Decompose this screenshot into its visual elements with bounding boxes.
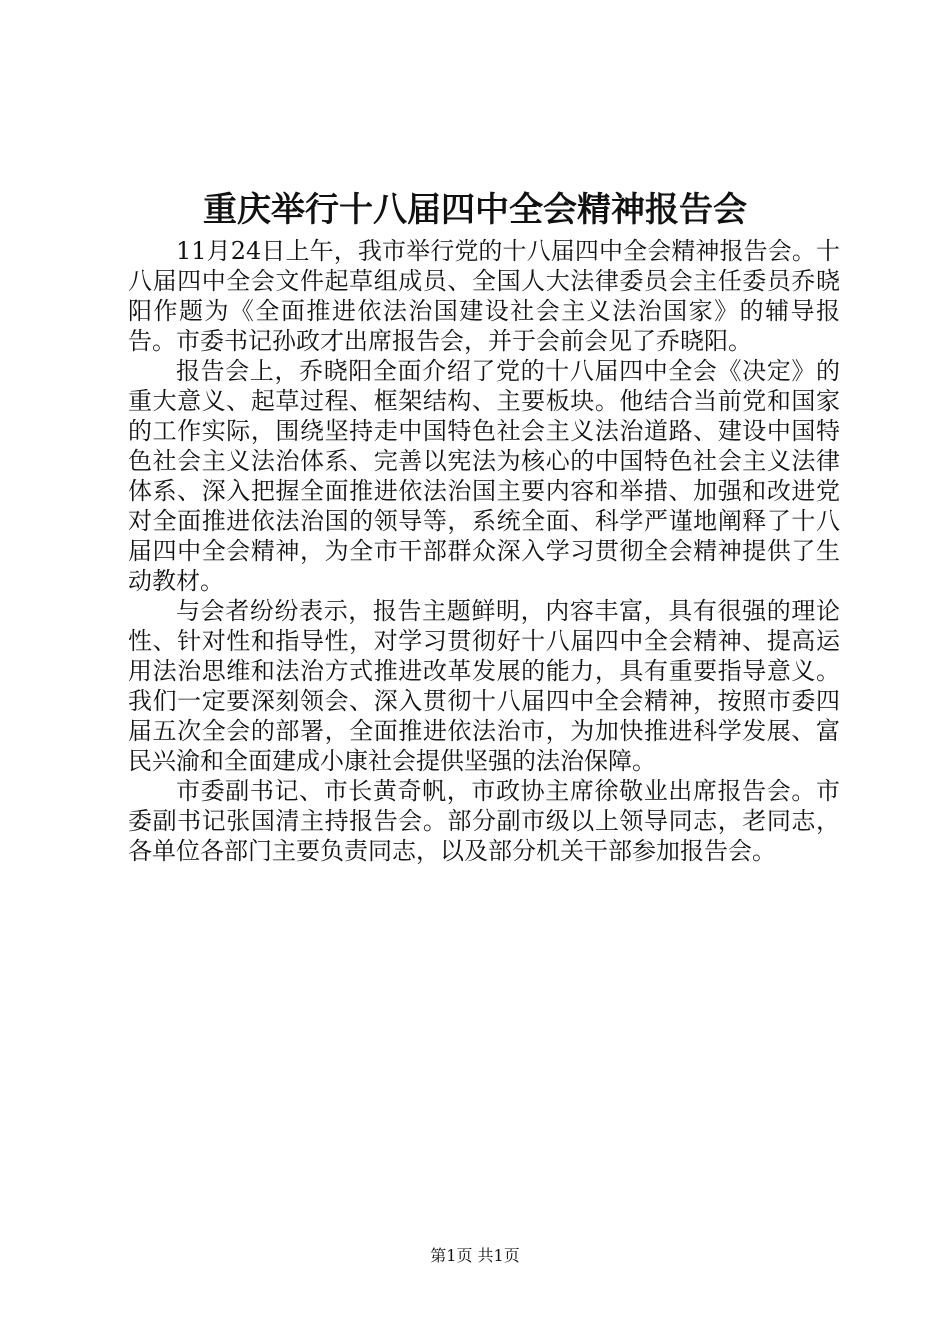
document-title: 重庆举行十八届四中全会精神报告会 xyxy=(203,190,747,230)
paragraph-3: 与会者纷纷表示，报告主题鲜明，内容丰富，具有很强的理论性、针对性和指导性，对学习贯彻好十八届四中全会精神、提高运用法治思维和法治方式推进改革发展的能力，具有重要指导意义。我们一定要深刻领会、深入贯彻十八届四中全会精神，按照市委四届五次全会的部署，全面推进依法治市，为加快推进科学发展、富民兴渝和全面建成小康社会提供坚强的法治保障。 xyxy=(128,597,840,775)
paragraph-1: 11月24日上午，我市举行党的十八届四中全会精神报告会。十八届四中全会文件起草组成员、全国人大法律委员会主任委员乔晓阳作题为《全面推进依法治国建设社会主义法治国家》的辅导报告。市委书记孙政才出席报告会，并于会前会见了乔晓阳。 xyxy=(128,237,840,355)
document-body xyxy=(128,236,840,866)
paragraph-4: 市委副书记、市长黄奇帆，市政协主席徐敬业出席报告会。市委副书记张国清主持报告会。部分副市级以上领导同志，老同志，各单位各部门主要负责同志，以及部分机关干部参加报告会。 xyxy=(128,777,840,865)
paragraph-2: 报告会上，乔晓阳全面介绍了党的十八届四中全会《决定》的重大意义、起草过程、框架结构、主要板块。他结合当前党和国家的工作实际，围绕坚持走中国特色社会主义法治道路、建设中国特色社会主义法治体系、完善以宪法为核心的中国特色社会主义法律体系、深入把握全面推进依法治国主要内容和举措、加强和改进党对全面推进依法治国的领导等，系统全面、科学严谨地阐释了十八届四中全会精神，为全市干部群众深入学习贯彻全会精神提供了生动教材。 xyxy=(128,357,840,595)
page-footer: 第1页 共1页 xyxy=(430,1246,520,1265)
